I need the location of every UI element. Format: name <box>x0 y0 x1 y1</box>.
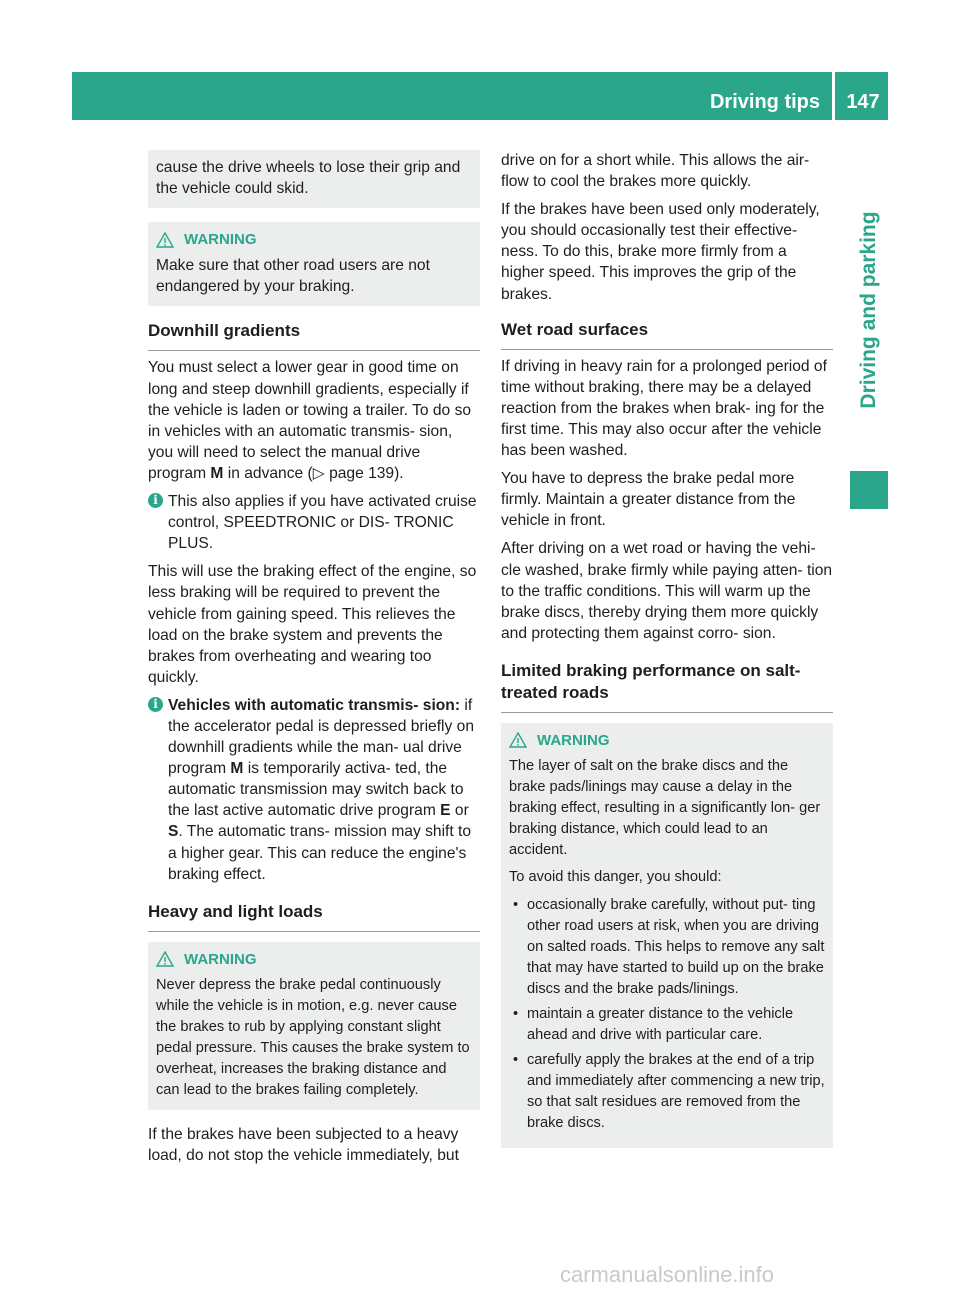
paragraph: If driving in heavy rain for a prolonged period of time without braking, there may be a delayed reaction from the brakes when brak- ing for the first time. This may also occur after the vehicle has been washed. <box>501 357 827 460</box>
paragraph: You have to depress the brake pedal more firmly. Maintain a greater distance from the vehicle in front. <box>501 470 796 530</box>
paragraph-text: in advance ( <box>227 464 313 482</box>
list-item: • maintain a greater distance to the vehicle ahead and drive with particular care. <box>509 1004 825 1046</box>
warning-triangle-icon <box>156 232 176 248</box>
heading-salt-treated-roads: Limited braking performance on salt- treated roads <box>501 660 833 713</box>
heading-heavy-light-loads: Heavy and light loads <box>148 901 480 932</box>
info-text: . The automatic trans- mission may shift to a higher gear. This can reduce the engine's braking effect. <box>168 823 472 883</box>
info-text: is temporarily activa- ted, the automatic transmission may switch back to the last active automatic drive program <box>168 760 464 820</box>
chapter-tab-label: Driving and parking <box>857 211 880 409</box>
warning-box <box>148 222 480 306</box>
info-icon: i <box>148 697 163 712</box>
right-column <box>501 150 833 1162</box>
warning-heading <box>156 229 472 250</box>
watermark: carmanualsonline.info <box>560 1262 775 1287</box>
info-text: or <box>454 802 469 820</box>
warning-heading <box>509 730 825 751</box>
list-item: • carefully apply the brakes at the end of a trip and immediately after commencing a new trip, so that salt residues are removed from the brake discs. <box>509 1050 825 1134</box>
section-title: Driving tips <box>709 91 820 113</box>
warning-text: Never depress the brake pedal continuously while the vehicle is in motion, e.g. never cause the brakes to rub by applying constant slight pedal pressure. This causes the brake system to overheat, increases the braking distance and can lead to the brakes failing completely. <box>156 976 470 1099</box>
warning-box <box>501 723 833 1148</box>
page-number: 147 <box>846 91 880 113</box>
info-note <box>148 695 480 885</box>
warning-intro: To avoid this danger, you should: <box>509 869 722 886</box>
program-s: S <box>168 823 179 841</box>
page-reference-link[interactable]: page 139). <box>329 464 404 482</box>
arrow-right-icon: ▷ <box>312 464 325 482</box>
chapter-tab <box>850 160 888 460</box>
info-icon: i <box>148 493 163 508</box>
warning-continued-text: cause the drive wheels to lose their grip and the vehicle could skid. <box>156 159 461 198</box>
program-e: E <box>440 802 451 820</box>
warning-label: WARNING <box>184 950 257 968</box>
paragraph: If the brakes have been subjected to a heavy load, do not stop the vehicle immediately, but <box>148 1126 459 1165</box>
warning-triangle-icon <box>156 951 176 967</box>
left-column <box>148 150 480 1174</box>
list-item: • occasionally brake carefully, without put- ting other road users at risk, when you are driving on salted roads. This helps to remove any salt that may have started to build up on the brake discs and the brake pads/linings. <box>509 895 825 1000</box>
paragraph-text: You must select a lower gear in good time on long and steep downhill gradients, especially if the vehicle is laden or towing a trailer. To do so in vehicles with an automatic transmis- sion, you will need to select the manual drive program <box>148 359 472 482</box>
warning-label: WARNING <box>537 731 610 749</box>
warning-bullet-list <box>509 895 825 1135</box>
warning-box-continued <box>148 150 480 208</box>
warning-label: WARNING <box>184 231 257 249</box>
paragraph: This will use the braking effect of the engine, so less braking will be required to prevent the vehicle from gaining speed. This relieves the load on the brake system and prevents the brakes from overheating and wearing too quickly. <box>148 563 477 686</box>
program-m: M <box>210 464 224 482</box>
info-text: if the accelerator pedal is depressed briefly on downhill gradients while the man- ual drive program <box>168 696 474 778</box>
paragraph: If the brakes have been used only moderately, you should occasionally test their effective- ness. To do this, brake more firmly from a higher speed. This improves the grip of the brakes. <box>501 201 820 303</box>
paragraph: After driving on a wet road or having the vehi- cle washed, brake firmly while paying atten- tion to the traffic conditions. This will warm up the brake discs, thereby drying them more quickly and protecting them against corro- sion. <box>501 540 833 642</box>
program-m: M <box>230 760 244 778</box>
heading-wet-road-surfaces: Wet road surfaces <box>501 319 833 350</box>
warning-text: Make sure that other road users are not endangered by your braking. <box>156 257 430 296</box>
warning-triangle-icon <box>509 732 529 748</box>
paragraph: drive on for a short while. This allows the air- flow to cool the brakes more quickly. <box>501 152 810 191</box>
warning-text: The layer of salt on the brake discs and the brake pads/linings may cause a delay in the braking effect, resulting in a significantly lon- ger braking distance, which could lead to an accident. <box>509 757 821 859</box>
chapter-marker <box>850 471 888 509</box>
info-text: This also applies if you have activated cruise control, SPEEDTRONIC or DIS- TRONIC PLUS. <box>168 493 477 553</box>
header-divider <box>832 72 835 120</box>
paragraph <box>148 357 480 484</box>
warning-heading <box>156 949 472 970</box>
info-note <box>148 491 480 554</box>
heading-downhill-gradients: Downhill gradients <box>148 320 480 351</box>
warning-box <box>148 942 480 1111</box>
info-bold-lead: Vehicles with automatic transmis- sion: <box>168 696 461 714</box>
